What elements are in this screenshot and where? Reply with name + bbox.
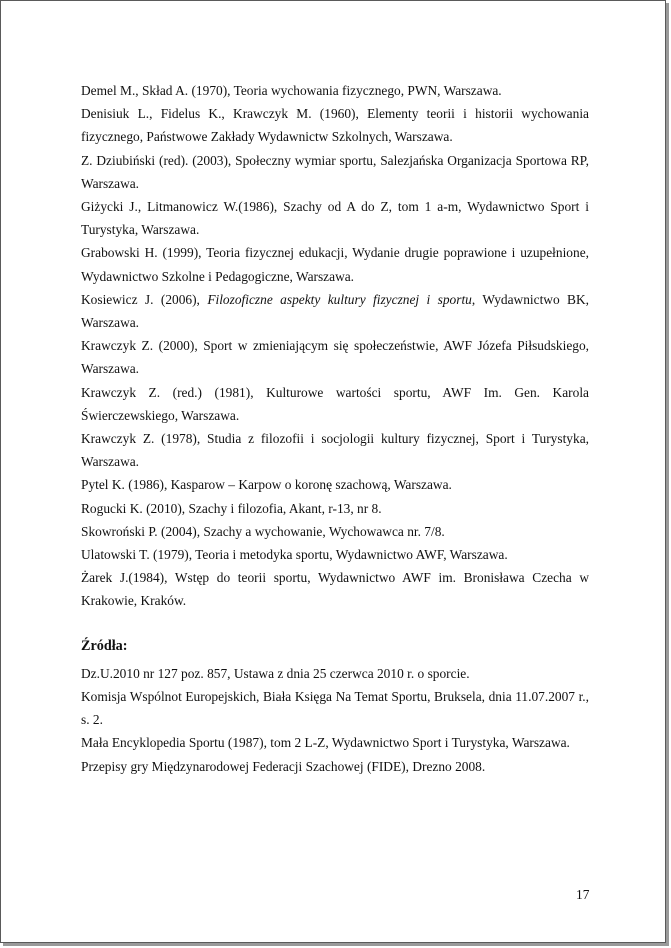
entry-text: , Wydawnictwo BK, Warszawa. — [81, 291, 589, 331]
page-content — [81, 79, 589, 778]
bibliography-entry: Grabowski H. (1999), Teoria fizycznej edukacji, Wydanie drugie poprawione i uzupełnione, Wydawnictwo Szkolne i Pedagogiczne, Warszawa. — [81, 245, 589, 284]
bibliography-entry: Z. Dziubiński (red). (2003), Społeczny wymiar sportu, Salezjańska Organizacja Sportowa RP, Warszawa. — [81, 152, 589, 191]
bibliography-entry: Demel M., Skład A. (1970), Teoria wychowania fizycznego, PWN, Warszawa. — [81, 83, 502, 98]
source-entry: Przepisy gry Międzynarodowej Federacji Szachowej (FIDE), Drezno 2008. — [81, 758, 486, 774]
source-entry: Dz.U.2010 nr 127 poz. 857, Ustawa z dnia 25 czerwca 2010 r. o sporcie. — [81, 665, 470, 681]
bibliography-entry: Denisiuk L., Fidelus K., Krawczyk M. (1960), Elementy teorii i historii wychowania fizycznego, Państwowe Zakłady Wydawnictw Szkolnych, Warszawa. — [81, 106, 589, 145]
bibliography-entry: Ulatowski T. (1979), Teoria i metodyka sportu, Wydawnictwo AWF, Warszawa. — [81, 547, 508, 563]
entry-text: Kosiewicz J. (2006), — [81, 291, 208, 307]
bibliography-entry: Pytel K. (1986), Kasparow – Karpow o koronę szachową, Warszawa. — [81, 477, 452, 493]
sources-heading: Źródła: — [81, 637, 128, 654]
bibliography-entry: Krawczyk Z. (red.) (1981), Kulturowe wartości sportu, AWF Im. Gen. Karola Świerczewskiego, Warszawa. — [81, 384, 589, 423]
entry-title-italic: Filozoficzne aspekty kultury fizycznej i sportu — [207, 291, 472, 307]
bibliography-entry: Krawczyk Z. (2000), Sport w zmieniającym się społeczeństwie, AWF Józefa Piłsudskiego, Warszawa. — [81, 338, 589, 377]
bibliography-entry: Rogucki K. (2010), Szachy i filozofia, Akant, r-13, nr 8. — [81, 500, 382, 516]
bibliography-entry: Żarek J.(1984), Wstęp do teorii sportu, Wydawnictwo AWF im. Bronisława Czecha w Krakowie, Kraków. — [81, 570, 589, 609]
page-number: 17 — [576, 887, 590, 902]
bibliography-entry — [81, 288, 589, 334]
source-entry: Mała Encyklopedia Sportu (1987), tom 2 L-Z, Wydawnictwo Sport i Turystyka, Warszawa. — [81, 735, 570, 751]
bibliography-list — [81, 79, 589, 613]
sources-list — [81, 662, 589, 778]
bibliography-entry: Giżycki J., Litmanowicz W.(1986), Szachy od A do Z, tom 1 a-m, Wydawnictwo Sport i Turystyka, Warszawa. — [81, 199, 589, 238]
bibliography-entry: Skowroński P. (2004), Szachy a wychowanie, Wychowawca nr. 7/8. — [81, 523, 445, 539]
bibliography-entry: Krawczyk Z. (1978), Studia z filozofii i socjologii kultury fizycznej, Sport i Turystyka, Warszawa. — [81, 431, 589, 470]
source-entry: Komisja Wspólnot Europejskich, Biała Księga Na Temat Sportu, Bruksela, dnia 11.07.2007 r., s. 2. — [81, 689, 589, 728]
